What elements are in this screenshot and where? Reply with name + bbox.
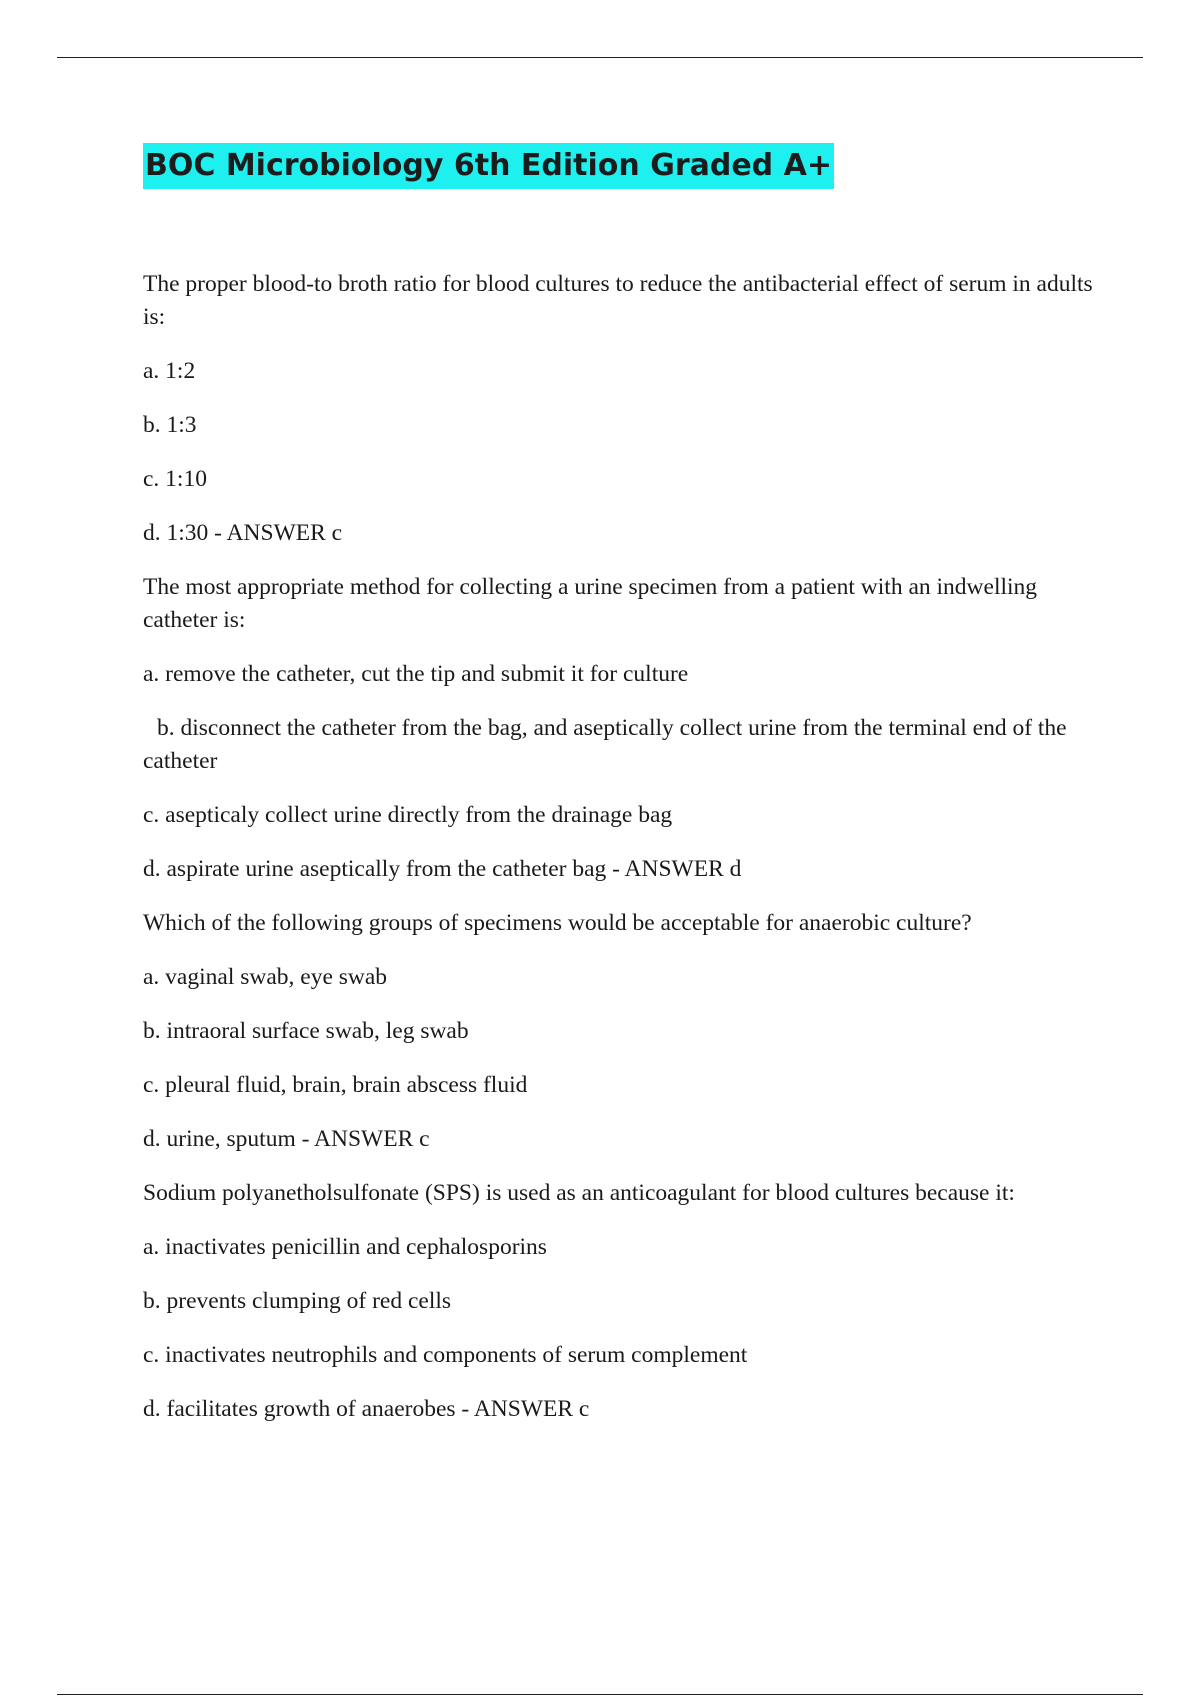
- top-rule: [57, 57, 1143, 58]
- answer-option: a. 1:2: [143, 358, 196, 384]
- document-title: BOC Microbiology 6th Edition Graded A+: [143, 143, 834, 189]
- question-block: [143, 268, 1093, 550]
- answer-option: c. 1:10: [143, 466, 207, 492]
- question-text: Which of the following groups of specimens would be acceptable for anaerobic culture?: [143, 910, 972, 936]
- answer-option: a. inactivates penicillin and cephalosporins: [143, 1234, 547, 1260]
- document-body: [143, 268, 1093, 1447]
- answer-option: c. asepticaly collect urine directly from the drainage bag: [143, 802, 673, 828]
- question-text: Sodium polyanetholsulfonate (SPS) is used as an anticoagulant for blood cultures because it:: [143, 1180, 1015, 1206]
- question-block: [143, 1177, 1093, 1426]
- bottom-rule: [57, 1694, 1143, 1695]
- answer-option: d. facilitates growth of anaerobes - ANSWER c: [143, 1396, 590, 1422]
- answer-option: c. pleural fluid, brain, brain abscess fluid: [143, 1072, 528, 1098]
- answer-option: a. remove the catheter, cut the tip and submit it for culture: [143, 661, 689, 687]
- answer-option: c. inactivates neutrophils and components of serum complement: [143, 1342, 748, 1368]
- answer-option: [143, 712, 1093, 778]
- answer-option: d. urine, sputum - ANSWER c: [143, 1126, 430, 1152]
- answer-option: d. 1:30 - ANSWER c: [143, 520, 343, 546]
- answer-option: b. 1:3: [143, 412, 197, 438]
- answer-option: d. aspirate urine aseptically from the catheter bag - ANSWER d: [143, 856, 742, 882]
- question-text: The proper blood-to broth ratio for blood cultures to reduce the antibacterial effect of serum in adults is:: [143, 271, 1093, 330]
- answer-option-text: b. disconnect the catheter from the bag, and aseptically collect urine from the terminal end of the catheter: [143, 715, 1067, 774]
- question-text: The most appropriate method for collecting a urine specimen from a patient with an indwelling catheter is:: [143, 574, 1038, 633]
- answer-option: a. vaginal swab, eye swab: [143, 964, 388, 990]
- answer-option: b. intraoral surface swab, leg swab: [143, 1018, 469, 1044]
- question-block: [143, 571, 1093, 886]
- question-block: [143, 907, 1093, 1156]
- answer-option: b. prevents clumping of red cells: [143, 1288, 452, 1314]
